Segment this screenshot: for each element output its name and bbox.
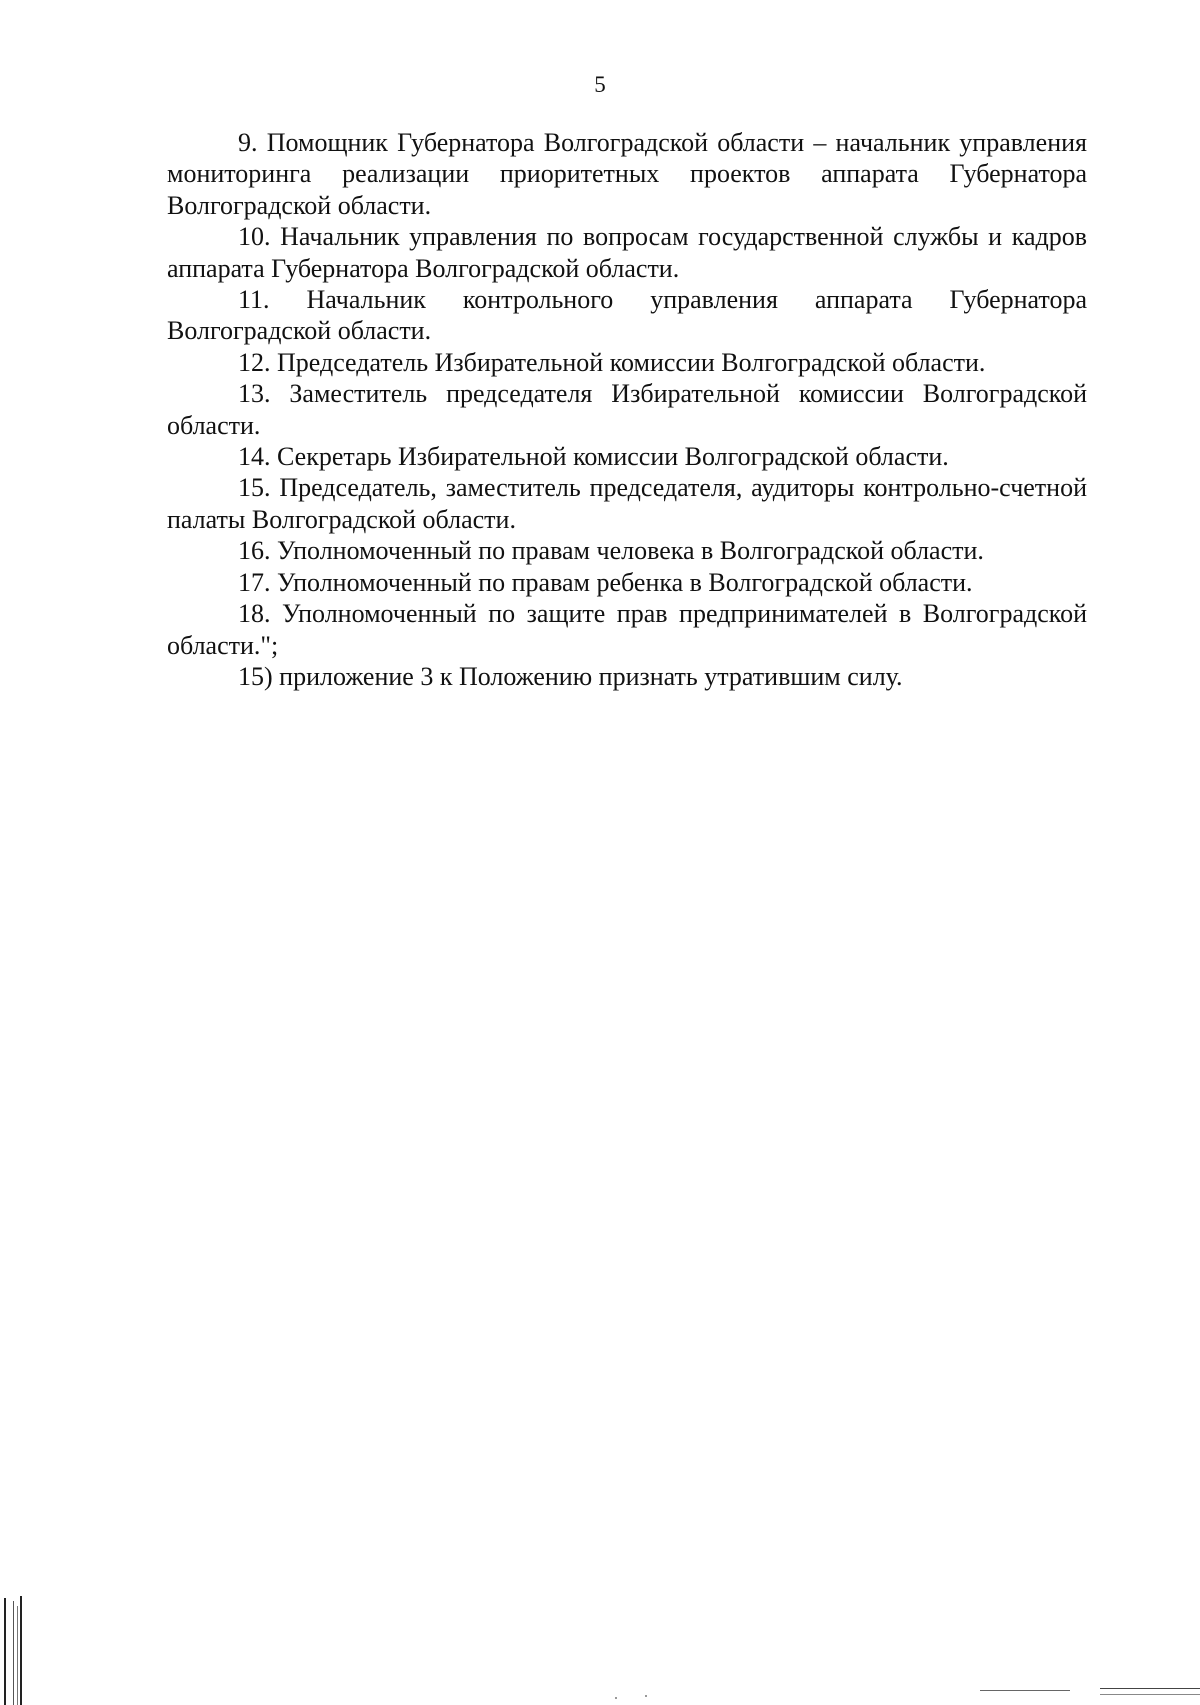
list-item-9: 9. Помощник Губернатора Волгоградской области – начальник управления мониторинга реализации приоритетных проектов аппарата Губернатора Волгоградской области. xyxy=(167,128,1087,220)
document-body xyxy=(167,127,1087,692)
list-item-15: 15. Председатель, заместитель председателя, аудиторы контрольно-счетной палаты Волгоградской области. xyxy=(167,473,1087,534)
amendment-item-15: 15) приложение 3 к Положению признать утратившим силу. xyxy=(238,661,903,691)
list-item-17: 17. Уполномоченный по правам ребенка в Волгоградской области. xyxy=(238,567,973,597)
scan-edge-mark xyxy=(17,1606,18,1705)
list-item-16: 16. Уполномоченный по правам человека в Волгоградской области. xyxy=(238,536,984,566)
scan-edge-mark xyxy=(1100,1694,1200,1695)
scan-edge-mark xyxy=(980,1690,1070,1691)
list-item-13: 13. Заместитель председателя Избирательной комиссии Волгоградской области. xyxy=(167,379,1087,440)
list-item-11: 11. Начальник контрольного управления аппарата Губернатора Волгоградской области. xyxy=(167,285,1087,346)
scan-speck xyxy=(615,1697,617,1699)
page-number: 5 xyxy=(594,72,606,97)
list-item-12: 12. Председатель Избирательной комиссии Волгоградской области. xyxy=(238,347,986,377)
scan-edge-mark xyxy=(20,1596,22,1705)
scan-edge-mark xyxy=(13,1601,14,1705)
list-item-14: 14. Секретарь Избирательной комиссии Волгоградской области. xyxy=(238,442,949,472)
list-item-18: 18. Уполномоченный по защите прав предпринимателей в Волгоградской области."; xyxy=(167,599,1087,660)
scan-speck xyxy=(645,1695,647,1697)
scan-edge-mark xyxy=(4,1598,6,1705)
scan-edge-mark xyxy=(1100,1688,1200,1689)
list-item-10: 10. Начальник управления по вопросам государственной службы и кадров аппарата Губернатора Волгоградской области. xyxy=(167,222,1087,283)
